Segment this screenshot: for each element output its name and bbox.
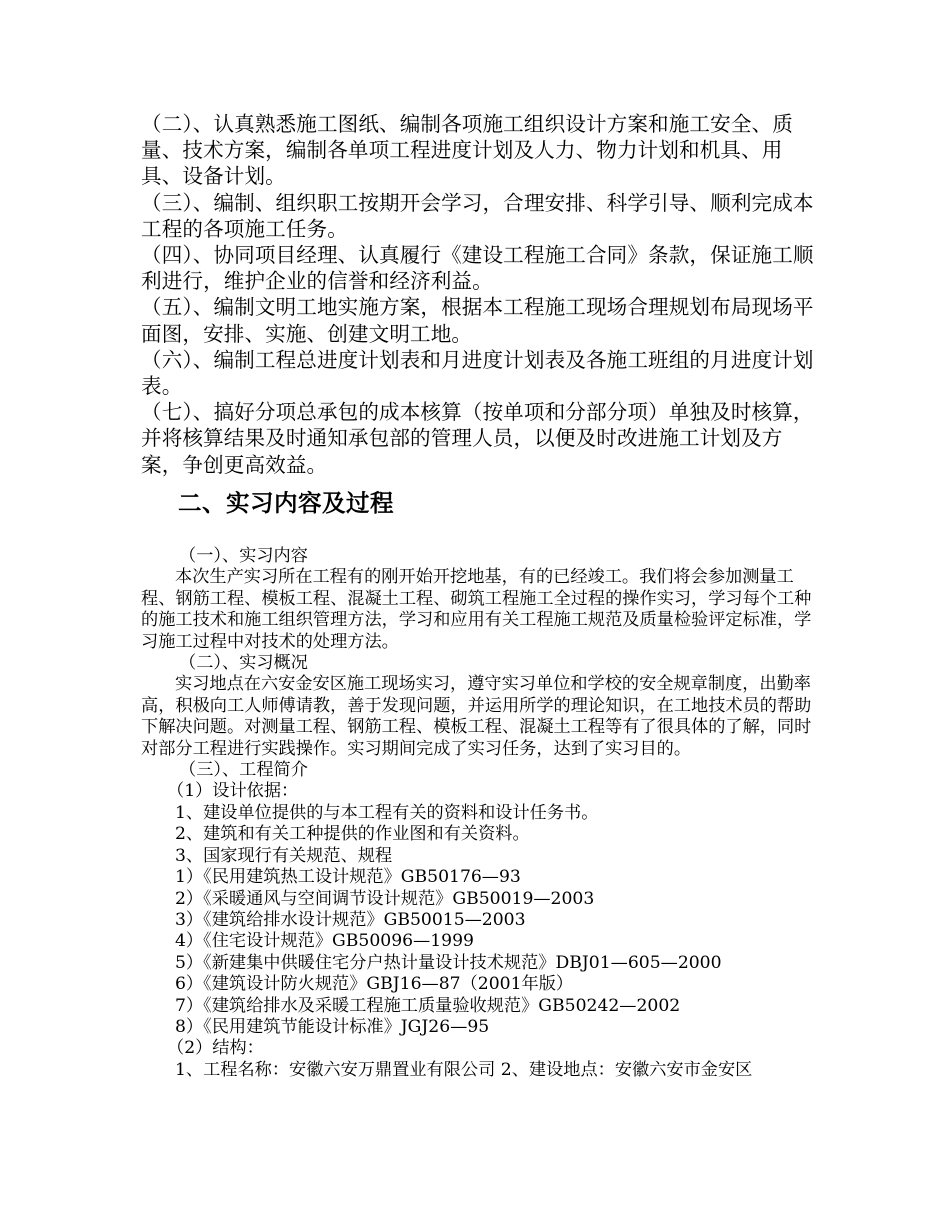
list-heading: （1）设计依据： xyxy=(167,781,299,802)
standard-item: 3）《建筑给排水设计规范》GB50015—2003 xyxy=(175,909,526,930)
standard-item: 5）《新建集中供暖住宅分户热计量设计技术规范》DBJ01—605—2000 xyxy=(175,952,722,973)
list-item: 3、国家现行有关规范、规程 xyxy=(175,845,393,866)
list-item: 1、建设单位提供的与本工程有关的资料和设计任务书。 xyxy=(175,802,599,823)
duty-item: （六）、编制工程总进度计划表和月进度计划表及各施工班组的月进度计划表。 xyxy=(141,347,814,399)
standard-item: 7）《建筑给排水及采暖工程施工质量验收规范》GB50242—2002 xyxy=(175,995,681,1016)
subsection-title: （三）、工程简介 xyxy=(179,760,308,781)
standard-item: 8）《民用建筑节能设计标准》JGJ26—95 xyxy=(175,1016,490,1037)
list-item: 1、工程名称：安徽六安万鼎置业有限公司 2、建设地点：安徽六安市金安区 xyxy=(175,1059,753,1080)
subsection-title: （二）、实习概况 xyxy=(179,653,308,674)
duty-item: （四）、协同项目经理、认真履行《建设工程施工合同》条款，保证施工顺利进行，维护企业的信誉和经济利益。 xyxy=(141,243,814,294)
subsection-title: （一）、实习内容 xyxy=(179,546,308,566)
duty-item: （七）、搞好分项总承包的成本核算（按单项和分部分项）单独及时核算，并将核算结果及时通知承包部的管理人员，以便及时改进施工计划及方案，争创更高效益。 xyxy=(141,400,814,477)
standard-item: 1）《民用建筑热工设计规范》GB50176—93 xyxy=(175,867,521,888)
standard-item: 4）《住宅设计规范》GB50096—1999 xyxy=(175,931,474,952)
paragraph: 本次生产实习所在工程有的刚开始开挖地基，有的已经竣工。我们将会参加测量工程、钢筋工程、模板工程、混凝土工程、砌筑工程施工全过程的操作实习，学习每个工种的施工技术和施工组织管理方法，学习和应用有关工程施工规范及质量检验评定标准，学习施工过程中对技术的处理方法。 xyxy=(141,567,812,652)
duties-list xyxy=(141,111,821,478)
duty-item: （二）、认真熟悉施工图纸、编制各项施工组织设计方案和施工安全、质量、技术方案，编制各单项工程进度计划及人力、物力计划和机具、用具、设备计划。 xyxy=(141,112,793,189)
duty-item: （三）、编制、组织职工按期开会学习，合理安排、科学引导、顺利完成本工程的各项施工任务。 xyxy=(141,190,814,241)
section-body xyxy=(141,546,821,1081)
standard-item: 6）《建筑设计防火规范》GBJ16—87（2001年版） xyxy=(175,974,574,995)
duty-item: （五）、编制文明工地实施方案，根据本工程施工现场合理规划布局现场平面图，安排、实施、创建文明工地。 xyxy=(141,295,814,346)
paragraph: 实习地点在六安金安区施工现场实习，遵守实习单位和学校的安全规章制度，出勤率高，积极向工人师傅请教，善于发现问题，并运用所学的理论知识，在工地技术员的帮助下解决问题。对测量工程、钢筋工程、模板工程、混凝土工程等有了很具体的了解，同时对部分工程进行实践操作。实习期间完成了实习任务，达到了实习目的。 xyxy=(141,674,812,759)
list-item: 2、建筑和有关工种提供的作业图和有关资料。 xyxy=(175,824,530,845)
list-heading: （2）结构： xyxy=(167,1038,264,1059)
standard-item: 2）《采暖通风与空间调节设计规范》GB50019—2003 xyxy=(175,888,595,909)
section-heading: 二、实习内容及过程 xyxy=(178,489,394,517)
